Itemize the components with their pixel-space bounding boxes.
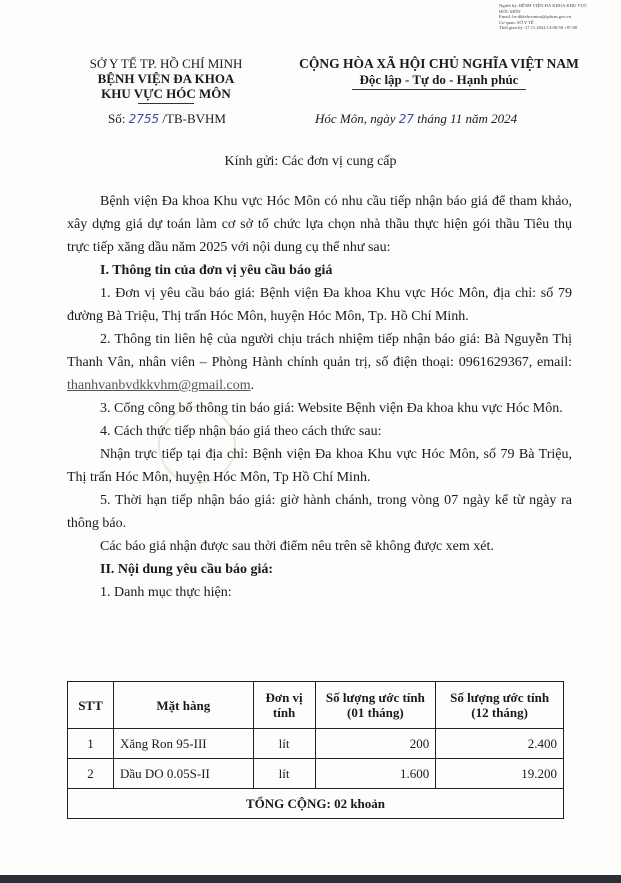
cell-stt: 2 — [68, 759, 114, 789]
paragraph: 5. Thời hạn tiếp nhận báo giá: giờ hành chánh, trong vòng 07 ngày kể từ ngày ra thông báo. — [67, 493, 572, 531]
paragraph: 3. Cổng công bố thông tin báo giá: Website Bệnh viện Đa khoa khu vực Hóc Môn. — [100, 401, 563, 416]
table-row — [68, 729, 564, 759]
contact-email-link[interactable]: thanhvanbvdkkvhm@gmail.com — [67, 378, 251, 393]
national-motto: Độc lập - Tự do - Hạnh phúc — [359, 72, 519, 87]
motto-underline — [352, 89, 526, 90]
header-stt: STT — [68, 682, 114, 729]
cell-item: Xăng Ron 95-III — [113, 729, 253, 759]
issuing-agency — [62, 56, 270, 101]
cell-unit: lít — [253, 759, 315, 789]
paragraph: Nhận trực tiếp tại địa chỉ: Bệnh viện Đa khoa Khu vực Hóc Môn, số 79 Bà Triệu, Thị trấn Hóc Môn, huyện Hóc Môn, Tp Hồ Chí Minh. — [67, 447, 572, 485]
header-item: Mặt hàng — [113, 682, 253, 729]
signature-line: Người ký: BỆNH VIỆN ĐA KHOA KHU VỰC — [499, 3, 588, 8]
header-qty-year: Số lượng ước tính (12 tháng) — [436, 682, 564, 729]
cell-qty-month: 200 — [315, 729, 436, 759]
paragraph: 4. Cách thức tiếp nhận báo giá theo cách thức sau: — [100, 424, 382, 439]
agency-name-line2: KHU VỰC HÓC MÔN — [101, 86, 231, 101]
national-title — [280, 56, 598, 88]
intro-paragraph: Bệnh viện Đa khoa Khu vực Hóc Môn có nhu cầu tiếp nhận báo giá để tham khảo, xây dựng giá dự toán làm cơ sở tổ chức lựa chọn nhà thầu thực hiện gói thầu Tiêu thụ trực tiếp xăng dầu năm 2025 với nội dung cụ thể như sau: — [67, 194, 572, 255]
document-body — [67, 190, 572, 604]
signature-line: Cơ quan: SỞ Y TẾ — [499, 19, 534, 25]
agency-underline — [138, 103, 194, 104]
viewer-bottom-bar — [0, 875, 621, 883]
signature-line: Thời gian ký: 27.11.2024 14:08:58 +07:00 — [499, 25, 578, 31]
cell-qty-year: 2.400 — [436, 729, 564, 759]
addressee: Kính gửi: Các đơn vị cung cấp — [224, 154, 397, 169]
paragraph: 2. Thông tin liên hệ của người chịu trách nhiệm tiếp nhận báo giá: Bà Nguyễn Thị Thanh Vân, nhân viên – Phòng Hành chính quản trị, số điện thoại: 0961629367, email: thanhvanbvdkkvhm@gmail.com. — [67, 332, 572, 393]
table-row — [68, 759, 564, 789]
cell-total: TỔNG CỘNG: 02 khoản — [68, 789, 564, 819]
country-name: CỘNG HÒA XÃ HỘI CHỦ NGHĨA VIỆT NAM — [299, 56, 579, 71]
header-unit: Đơn vị tính — [253, 682, 315, 729]
cell-qty-year: 19.200 — [436, 759, 564, 789]
cell-stt: 1 — [68, 729, 114, 759]
paragraph: 1. Đơn vị yêu cầu báo giá: Bệnh viện Đa khoa Khu vực Hóc Môn, địa chỉ: số 79 đường Bà Triệu, Thị trấn Hóc Môn, huyện Hóc Môn, Tp. Hồ Chí Minh. — [67, 286, 572, 324]
agency-name-line1: BỆNH VIỆN ĐA KHOA — [97, 71, 235, 86]
header-qty-month: Số lượng ước tính (01 tháng) — [315, 682, 436, 729]
table-header-row — [68, 682, 564, 729]
cell-item: Dầu DO 0.05S-II — [113, 759, 253, 789]
handwritten-number: 2755 — [128, 112, 160, 126]
section-heading: II. Nội dung yêu cầu báo giá: — [100, 562, 274, 577]
document-date: Hóc Môn, ngày 27 tháng 11 năm 2024 — [315, 111, 518, 126]
signature-line: HÓC MÔN — [499, 8, 521, 14]
signature-line: Email: bv.dkkvhocmon@tphcm.gov.vn — [499, 14, 572, 20]
table-total-row — [68, 789, 564, 819]
paragraph: Các báo giá nhận được sau thời điểm nêu trên sẽ không được xem xét. — [100, 539, 494, 554]
paragraph: 1. Danh mục thực hiện: — [100, 585, 232, 600]
agency-parent: SỞ Y TẾ TP. HỒ CHÍ MINH — [89, 56, 243, 71]
cell-unit: lít — [253, 729, 315, 759]
section-heading: I. Thông tin của đơn vị yêu cầu báo giá — [100, 263, 333, 278]
items-table — [67, 681, 564, 819]
handwritten-day: 27 — [398, 112, 415, 126]
document-number: Số: 2755 /TB-BVHM — [108, 111, 226, 126]
cell-qty-month: 1.600 — [315, 759, 436, 789]
digital-signature-block — [499, 3, 617, 31]
